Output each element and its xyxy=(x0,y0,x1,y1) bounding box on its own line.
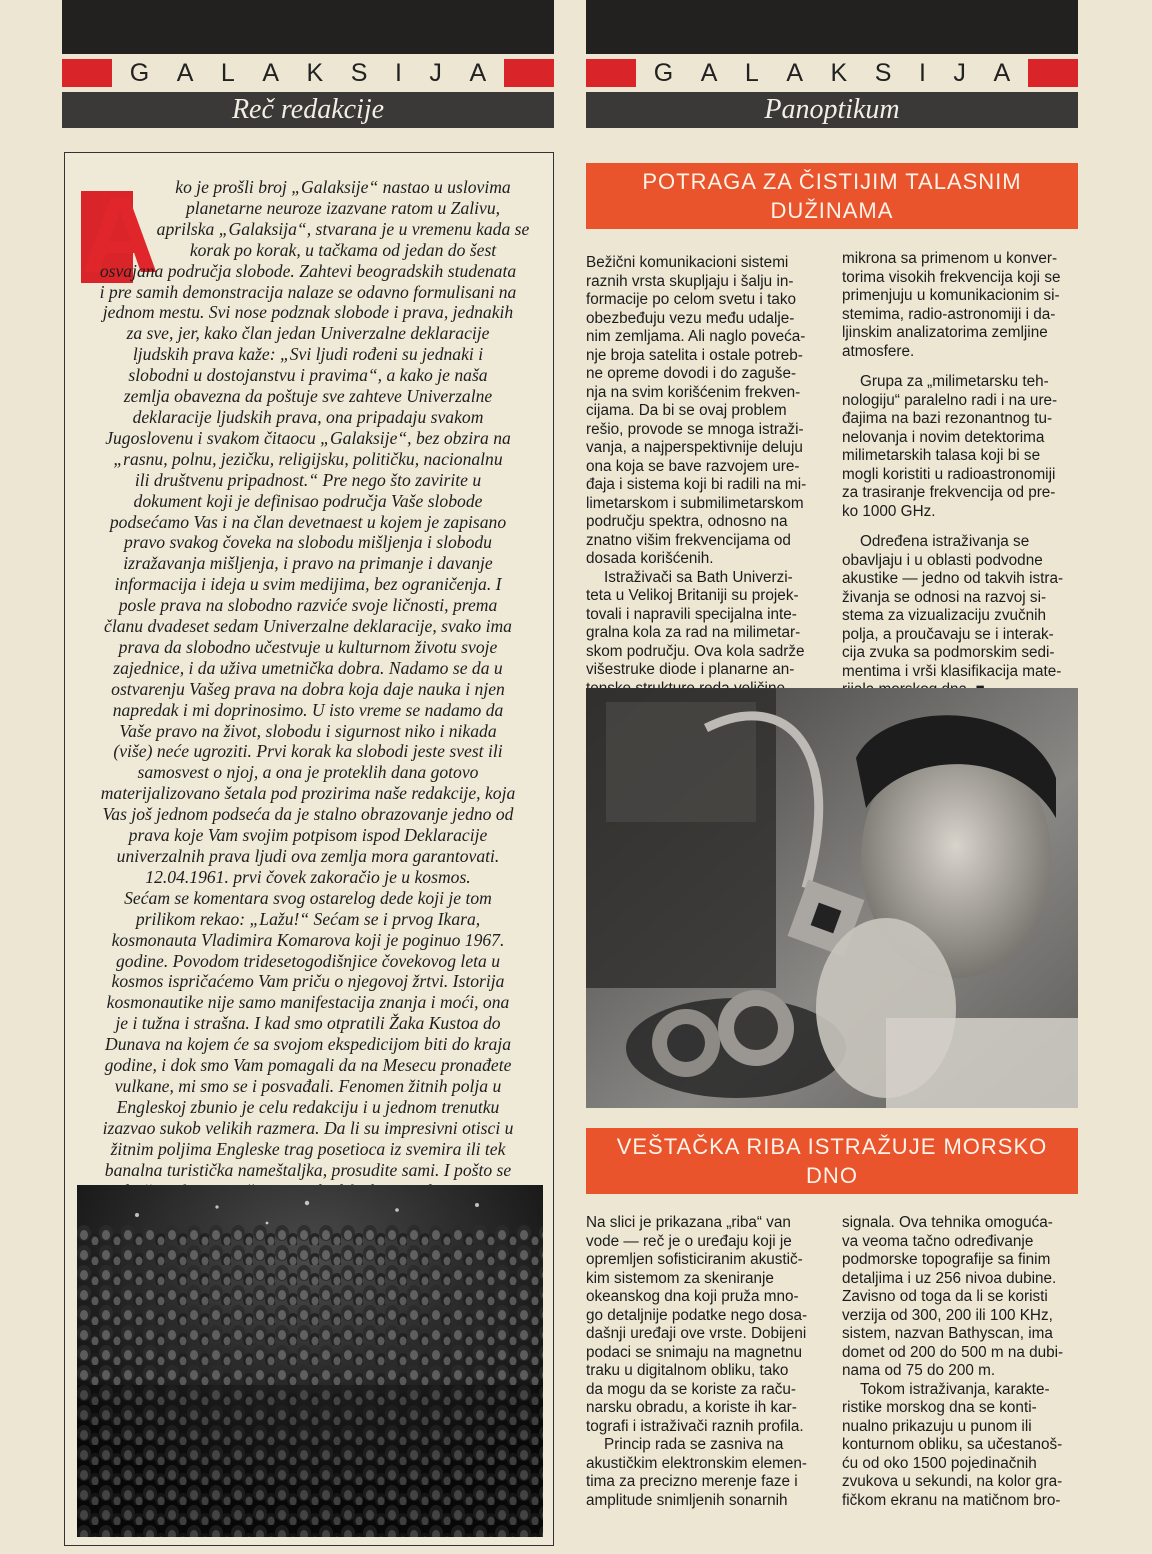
brand-name-left xyxy=(112,59,504,88)
editorial-line: vulkane, mi smo se i posvađali. Fenomen žitnih polja u xyxy=(114,1075,502,1096)
editorial-line: ko je prošli broj „Galaksije“ nastao u uslovima xyxy=(175,177,511,197)
article-line: podaci se snimaju na magnetnu xyxy=(586,1343,802,1361)
brand-letter: A xyxy=(469,58,487,87)
editorial-line: (više) neće ugroziti. Prvi korak ka slobodi jeste svest ili xyxy=(113,741,503,762)
article-line: Grupa za „milimetarsku teh- xyxy=(860,373,1049,390)
article-line: ne opreme dovodi i do zaguše- xyxy=(586,365,797,382)
article-line: tografi i istraživači raznih profila. xyxy=(586,1417,804,1435)
editorial-line: jednom mestu. Svi nose podznak slobode i prava, jednakih xyxy=(102,302,514,323)
brand-letter: G xyxy=(653,58,674,87)
editorial-line: članu dvadeset sedam Univerzalne deklaracije, svako ima xyxy=(104,616,512,637)
article-line: formacije po celom svetu i tako xyxy=(586,291,796,308)
brand-header-right xyxy=(586,58,1078,88)
editorial-line: materijalizovano šetala pod prozirima naše redakcije, koja xyxy=(100,783,516,804)
editorial-line: izazvao sukob velikih razmera. Da li su impresivni otisci u xyxy=(102,1117,514,1138)
article-line: Tokom istraživanja, karakte- xyxy=(860,1380,1050,1398)
article1-column2 xyxy=(842,250,1078,700)
article-line: cijama. Da bi se ovaj problem xyxy=(586,402,787,419)
brand-letter: J xyxy=(429,58,442,87)
editorial-line: za sve, jer, kako član jedan Univerzalne deklaracije xyxy=(126,323,490,344)
article-line: za trasiranje frekvencija od pre- xyxy=(842,484,1056,501)
article-line: stema za vizualizaciju zvučnih xyxy=(842,607,1047,624)
editorial-line: ljudskih prava kaže: „Svi ljudi rođeni su jednaki i xyxy=(132,344,484,365)
headline-line: VEŠTAČKA RIBA ISTRAŽUJE MORSKO xyxy=(616,1134,1048,1159)
article-line: konturnom obliku, sa učestanoš- xyxy=(842,1436,1063,1453)
article-line: stemima, radio-astronomiji i da- xyxy=(842,305,1056,323)
brand-letter: I xyxy=(394,58,402,87)
article-line: Određena istraživanja se xyxy=(860,533,1030,550)
article-line: mentima i vrši klasifikacija mate- xyxy=(842,662,1062,680)
brand-name-right xyxy=(636,59,1028,88)
editorial-line: i pre samih demonstracija nalaze se odavno formulisani na xyxy=(99,281,517,302)
editorial-line: kosmos ispričaćemo Vam priču o njegovoj žrtvi. Istorija xyxy=(111,971,505,992)
editorial-line: zemlja obavezna da poštuje sve zahteve Univerzalne xyxy=(123,386,493,407)
article-line: đaja i sistema koji bi radili na mi- xyxy=(586,476,807,493)
editorial-line: podsećamo Vas i na član devetnaest u kojem je zapisano xyxy=(109,511,507,532)
editorial-line: Vaše pravo na život, slobodu i sigurnost niko i nikada xyxy=(119,720,497,741)
article-line: tima za precizno merenje faze i xyxy=(586,1473,798,1490)
editorial-text xyxy=(77,174,539,1243)
editorial-line: aprilska „Galaksija“, stvarana je u vremenu kada se xyxy=(156,218,530,239)
brand-letter: K xyxy=(306,58,324,87)
article-line: da mogu da se koriste za raču- xyxy=(586,1380,797,1398)
editorial-line: ostvarenju Vašeg prava na dobra koja daje nauka i njen xyxy=(111,678,505,699)
article-line: ko 1000 GHz. xyxy=(842,502,936,520)
headline-line: DUŽINAMA xyxy=(770,198,894,223)
top-bar-right xyxy=(586,0,1078,54)
article-line: domet od 200 do 500 m na dubi- xyxy=(842,1343,1064,1361)
editorial-line: kosmonautike nije samo manifestacija znanja i moći, ona xyxy=(106,992,510,1013)
article-line: go detaljnije podatke nego dosa- xyxy=(586,1306,808,1324)
editorial-line: informacija i ideja u svim medijima, bez ograničenja. I xyxy=(114,574,502,595)
scientist-photo xyxy=(586,688,1078,1108)
article-line: sistem, nazvan Bathyscan, ima xyxy=(842,1325,1053,1342)
editorial-line: deklaracije ljudskih prava, ona pripadaju svakom xyxy=(132,406,484,427)
editorial-line: pravo svakog čoveka na slobodu mišljenja i slobodu xyxy=(124,532,492,553)
article-line: traku u digitalnom obliku, tako xyxy=(586,1362,789,1379)
crowd-photo-image xyxy=(77,1185,543,1537)
article-line: nelovanja i novim detektorima xyxy=(842,428,1045,446)
section-title-left: Reč redakcije xyxy=(62,92,554,128)
article-line: verzija od 300, 200 ili 100 KHz, xyxy=(842,1306,1053,1324)
article-line: višestruke diode i planarne an- xyxy=(586,661,795,678)
brand-letter: L xyxy=(744,58,759,87)
article-line: mogli koristiti u radioastronomiji xyxy=(842,465,1056,483)
article-line: raznih vrsta skupljaju i šalju in- xyxy=(586,272,794,290)
article-line: području spektra, odnosno na xyxy=(586,513,788,530)
editorial-line: slobodni u dostojanstvu i pravima“, a kako je naša xyxy=(128,365,488,386)
article-line: obavljaju i u oblasti podvodne xyxy=(842,551,1043,569)
headline-line: POTRAGA ZA ČISTIJIM TALASNIM xyxy=(642,169,1022,194)
article-line: Princip rada se zasniva na xyxy=(604,1436,784,1453)
article-line: cija zvuka sa podmorskim sedi- xyxy=(842,644,1055,661)
article-line: Istraživači sa Bath Univerzi- xyxy=(604,568,793,586)
brand-letter: K xyxy=(830,58,848,87)
article-line: Zavisno od toga da li se koristi xyxy=(842,1288,1048,1305)
article-line: signala. Ova tehnika omogućа- xyxy=(842,1214,1053,1231)
article-line: nualno prikazuju u punom ili xyxy=(842,1417,1032,1435)
article-line: mikrona sa primenom u konver- xyxy=(842,250,1058,267)
scientist-photo-image xyxy=(586,688,1078,1108)
red-square-left-end xyxy=(504,59,554,87)
article-line: kim sistemom za skeniranje xyxy=(586,1269,774,1287)
editorial-line: napredak i mi doprinosimo. U isto vreme se nadamo da xyxy=(112,699,504,720)
article-line: rešio, provode se mnoga istraži- xyxy=(586,420,804,438)
editorial-line: prilikom rekao: „Lažu!“ Sećam se i prvog Ikara, xyxy=(135,908,481,929)
article-line: obezbeđuju vezu među udalje- xyxy=(586,309,795,327)
brand-letter: I xyxy=(918,58,926,87)
editorial-line: je i tužna i strašna. I kad smo otpratili Žaka Kustoa do xyxy=(115,1013,501,1034)
brand-letter: L xyxy=(220,58,235,87)
editorial-line: univerzalnih prava ljudi ova zemlja mora garantovati. xyxy=(116,846,500,866)
article-line: vode — reč je o uređaju koji je xyxy=(586,1232,792,1250)
headline-line: DNO xyxy=(806,1163,858,1188)
article-line: limetarskom i submilimetarskom xyxy=(586,494,804,512)
article1-headline xyxy=(586,163,1078,229)
article2-column2 xyxy=(842,1214,1078,1510)
article-line: primenjuju u komunikacionim si- xyxy=(842,287,1060,304)
article-line: Bežični komunikacioni sistemi xyxy=(586,254,789,271)
brand-letter: A xyxy=(993,58,1011,87)
article-line: zvukova u sekundi, na kolor gra- xyxy=(842,1473,1063,1490)
article-line: nje broja satelita i ostale potreb- xyxy=(586,346,803,364)
editorial-line: prava koje Vam svojim potpisom ispod Deklaracije xyxy=(128,825,488,846)
drop-cap-letter: A xyxy=(81,174,159,295)
article-line: gralna kola za rad na milimetar- xyxy=(586,624,801,641)
editorial-line: izražavanja mišljenja, i pravo na primanje i davanje xyxy=(123,553,493,574)
editorial-line: posle prava na slobodno razviće svoje ličnosti, prema xyxy=(118,595,498,616)
editorial-line: samosvest o njoj, a ona je proteklih dana gotovo xyxy=(137,762,479,783)
article-line: milimetarskih talasa koji bi se xyxy=(842,447,1041,464)
article-line: dašnji uređaji ove vrste. Dobijeni xyxy=(586,1325,807,1342)
red-square-left xyxy=(62,59,112,87)
editorial-line: Jugoslovenu i svakom čitaocu „Galaksije“, bez obzira na xyxy=(105,427,511,448)
article-line: akustičkim elektronskim elemen- xyxy=(586,1454,808,1472)
editorial-line: Engleskoj zbunio je celu redakciju i u jednom trenutku xyxy=(116,1096,500,1117)
editorial-line: godine, i dok smo Vam pomagali da na Mesecu pronađete xyxy=(104,1055,512,1076)
article-line: va veoma tačno određivanje xyxy=(842,1232,1034,1250)
brand-header-left xyxy=(62,58,554,88)
article-line: ona koja se bave razvojem ure- xyxy=(586,457,800,475)
article-line: znatno višim frekvencijama od xyxy=(586,531,791,549)
editorial-line: zajednice, i da uživa umetnička dobra. Nadamo se da u xyxy=(113,657,503,678)
brand-letter: S xyxy=(350,58,368,87)
article-line: nim zemljama. Ali naglo poveća- xyxy=(586,328,806,345)
article-line: Na slici je prikazana „riba“ van xyxy=(586,1214,791,1231)
article-line: narsku obradu, a koriste ih kar- xyxy=(586,1399,797,1416)
paragraph-gap xyxy=(842,521,1078,533)
brand-letter: A xyxy=(786,58,804,87)
brand-letter: A xyxy=(176,58,194,87)
article-line: nologiju“ paralelno radi i na ure- xyxy=(842,391,1058,409)
article-line: torima visokih frekvencija koji se xyxy=(842,268,1061,286)
article-line: đajima na bazi rezonantnog tu- xyxy=(842,410,1053,427)
article-line: tovali i napravili specijalna inte- xyxy=(586,605,797,623)
brand-letter: S xyxy=(874,58,892,87)
article-line: vanja, a najperspektivnije deluju xyxy=(586,439,803,456)
editorial-line: godine. Povodom tridesetogodišnjice čovekovog leta u xyxy=(115,950,501,971)
editorial-line: Sećam se komentara svog ostarelog dede koji je tom xyxy=(124,887,492,908)
article-line: nja na svim korišćenim frekven- xyxy=(586,383,801,401)
editorial-line: prava da slobodno učestvuje u kulturnom životu svoje xyxy=(118,636,498,657)
article-line: teta u Velikoj Britaniji su projek- xyxy=(586,587,799,604)
brand-letter: A xyxy=(262,58,280,87)
article-line: ću od oko 1500 pojedinačnih xyxy=(842,1454,1037,1472)
top-bar-left xyxy=(62,0,554,54)
editorial-line: kosmonauta Vladimira Komarova koji je poginuo 1967. xyxy=(111,929,505,950)
red-square-right xyxy=(586,59,636,87)
editorial-line: planetarne neuroze izazvane ratom u Zalivu, xyxy=(185,197,501,218)
editorial-line: korak po korak, u tačkama od jedan do šest xyxy=(189,239,497,260)
section-title-right: Panoptikum xyxy=(586,92,1078,128)
article-line: okeanskog dna koji pruža mno- xyxy=(586,1288,799,1305)
editorial-line: Dunava na kojem će sa svojom ekspedicijom biti do kraja xyxy=(104,1034,512,1055)
article-line: dosada korišćenih. xyxy=(586,550,714,567)
editorial-line: dokument koji je definisao područja Vaše slobode xyxy=(133,490,483,511)
article-line: detaljima i uz 256 nivoa dubine. xyxy=(842,1269,1057,1287)
article-line: fičkom ekranu na matičnom bro- xyxy=(842,1491,1061,1509)
article2-headline xyxy=(586,1128,1078,1194)
paragraph-gap xyxy=(842,361,1078,373)
editorial-line: Vas još jednom podseća da je stalno obrazovanje jedno od xyxy=(102,804,514,825)
editorial-line: žitnim poljima Engleske trag posetioca iz svemira ili tek xyxy=(110,1138,506,1159)
article-line: polja, a proučavaju se i interak- xyxy=(842,625,1054,643)
article-line: živanja se odnosi na razvoj si- xyxy=(842,588,1047,606)
article-line: podmorske topografije sa finim xyxy=(842,1251,1051,1268)
editorial-line: banalna turistička nameštaljka, prosudite sami. I pošto se xyxy=(104,1159,512,1180)
editorial-box xyxy=(64,152,554,1546)
editorial-line: 12.04.1961. prvi čovek zakoračio je u kosmos. xyxy=(145,866,471,887)
article-line: opremljen sofisticiranim akustič- xyxy=(586,1251,803,1268)
article-line: ristike morskog dna se konti- xyxy=(842,1399,1037,1416)
article1-column1 xyxy=(586,254,818,698)
article-line: ljinskim analizatorima zemljine xyxy=(842,324,1048,341)
brand-letter: G xyxy=(129,58,150,87)
editorial-line: osvajana područja slobode. Zahtevi beogradskih studenata xyxy=(99,260,517,281)
editorial-line: „rasnu, polnu, jezičku, religijsku, političku, nacionalnu xyxy=(113,448,503,469)
article-line: atmosfere. xyxy=(842,342,915,360)
article-line: amplitude snimljenih sonarnih xyxy=(586,1491,788,1509)
brand-letter: A xyxy=(700,58,718,87)
editorial-line: ili društvenu pripadnost.“ Pre nego što zavirite u xyxy=(134,469,482,490)
red-square-right-end xyxy=(1028,59,1078,87)
article-line: akustike — jedno od takvih istra- xyxy=(842,570,1064,587)
article-line: skom području. Ova kola sadrže xyxy=(586,642,805,660)
brand-letter: J xyxy=(953,58,966,87)
article2-column1 xyxy=(586,1214,818,1510)
crowd-photo xyxy=(77,1185,543,1537)
article-line: nama od 75 do 200 m. xyxy=(842,1362,996,1379)
